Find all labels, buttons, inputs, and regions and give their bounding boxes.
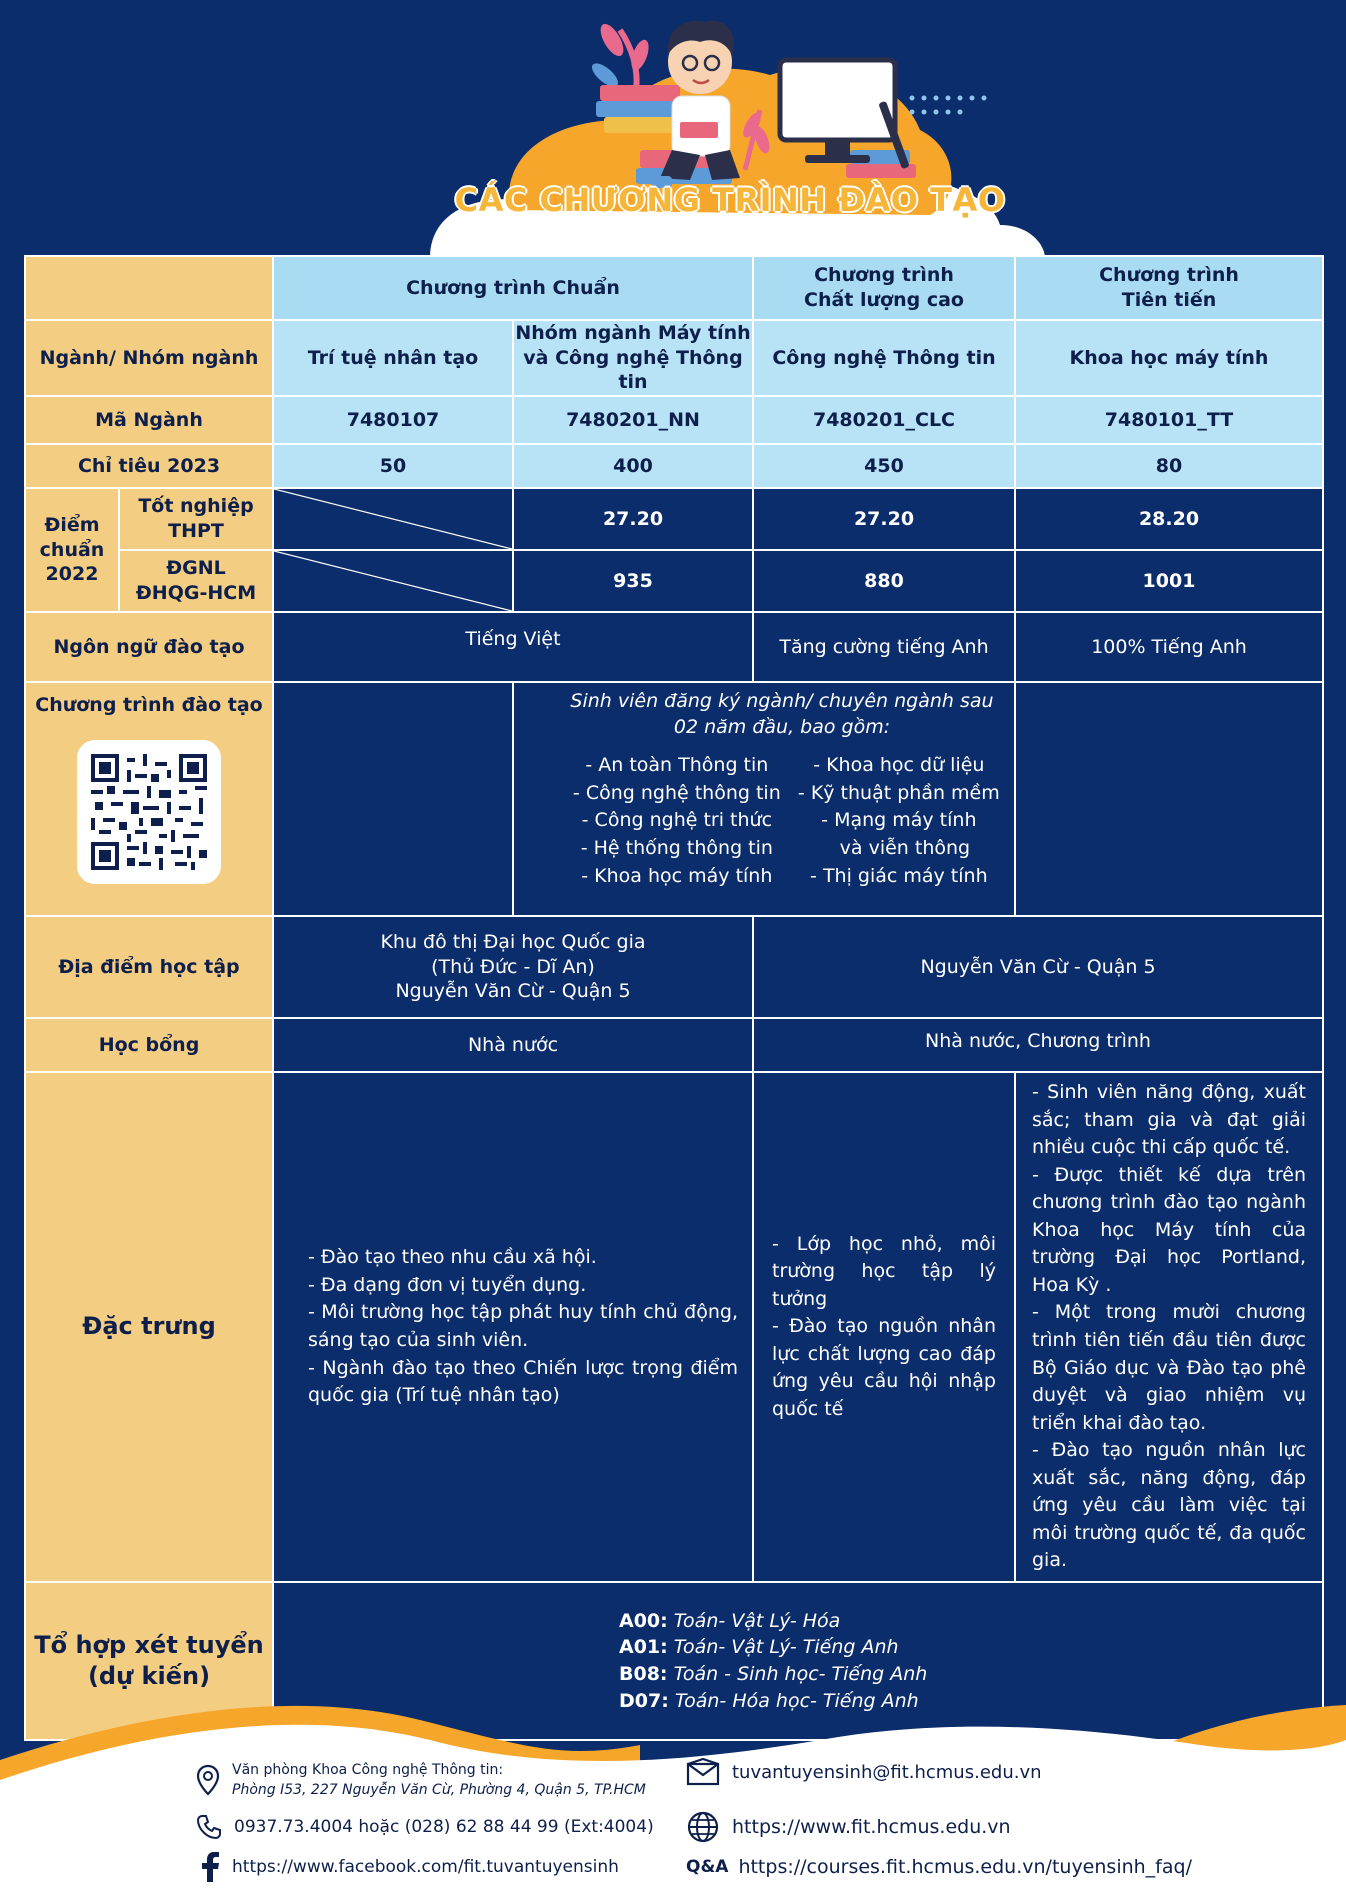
sub-label-dgnl: ĐGNL ĐHQG-HCM [119, 550, 273, 612]
list-item: - Khoa học dữ liệu [813, 754, 985, 777]
location-other: Nguyễn Văn Cừ - Quận 5 [753, 916, 1323, 1018]
program-label-cell [25, 682, 273, 916]
contact-email [686, 1758, 1042, 1786]
quota-computing-group: 400 [513, 444, 753, 488]
program-majors-cell [513, 682, 1015, 916]
features-advanced: - Sinh viên năng động, xuất sắc; tham gia và đạt giải nhiều cuộc thi cấp quốc tế. - Được thiết kế dựa trên chương trình đào tạo ngành Khoa học Máy tính của trường Đại học Portland, Hoa Kỳ . - Một trong mười chương trình tiên tiến đầu tiên được Bộ Giáo dục và Đào tạo phê duyệt và giao nhiệm vụ triển khai đào tạo. - Đào tạo nguồn nhân lực xuất sắc, năng động, đáp ứng yêu cầu làm việc tại môi trường quốc tế, đa quốc gia. [1015, 1072, 1323, 1582]
list-item: - Hệ thống thông tin [580, 836, 773, 859]
contact-facebook [200, 1852, 619, 1882]
contact-office [196, 1760, 646, 1801]
program-empty-cell [273, 682, 513, 916]
language-advanced: 100% Tiếng Anh [1015, 612, 1323, 682]
code-ai: 7480107 [273, 396, 513, 444]
table-row-program [25, 682, 1323, 916]
scholarship-standard: Nhà nước [273, 1018, 753, 1072]
table-row-major [25, 320, 1323, 396]
table-row-scholarship [25, 1018, 1323, 1072]
program-empty-cell [1015, 682, 1323, 916]
thpt-score-it: 27.20 [753, 488, 1015, 550]
code-cs: 7480101_TT [1015, 396, 1323, 444]
qa-link[interactable]: https://courses.fit.hcmus.edu.vn/tuyensinh_faq/ [738, 1856, 1192, 1878]
table-row-score-dgnl [25, 550, 1323, 612]
features-standard: - Đào tạo theo nhu cầu xã hội. - Đa dạng đơn vị tuyển dụng. - Môi trường học tập phát huy tính chủ động, sáng tạo của sinh viên. - Ngành đào tạo theo Chiến lược trọng điểm quốc gia (Trí tuệ nhân tạo) [273, 1072, 753, 1582]
combination-item: A00: Toán- Vật Lý- Hóa [619, 1609, 841, 1632]
combination-item: D07: Toán- Hóa học- Tiếng Anh [619, 1689, 919, 1712]
header-corner-cell [25, 256, 273, 320]
office-address: Phòng I53, 227 Nguyễn Văn Cừ, Phường 4, Quận 5, TP.HCM [232, 1782, 646, 1799]
majors-list-left [560, 752, 794, 890]
program-intro: Sinh viên đăng ký ngành/ chuyên ngành sau 02 năm đầu, bao gồm: [570, 690, 994, 738]
col-header-high-quality: Chương trình Chất lượng cao [753, 256, 1015, 320]
row-label-program: Chương trình đào tạo [35, 694, 263, 717]
footer [0, 1690, 1346, 1902]
major-cs: Khoa học máy tính [1015, 320, 1323, 396]
row-label-location: Địa điểm học tập [25, 916, 273, 1018]
quota-ai: 50 [273, 444, 513, 488]
quota-cs: 80 [1015, 444, 1323, 488]
office-title: Văn phòng Khoa Công nghệ Thông tin: [232, 1762, 504, 1778]
table-row-quota [25, 444, 1323, 488]
list-item: - Công nghệ thông tin [572, 781, 781, 804]
email-icon [686, 1758, 720, 1786]
globe-icon [686, 1810, 720, 1844]
table-row-score-thpt [25, 488, 1323, 550]
row-label-combination: Tổ hợp xét tuyển (dự kiến) [25, 1582, 273, 1740]
thpt-score-computing-group: 27.20 [513, 488, 753, 550]
contact-qa [686, 1856, 1192, 1878]
table-header-row [25, 256, 1323, 320]
phone-icon [196, 1814, 222, 1840]
page-title: CÁC CHƯƠNG TRÌNH ĐÀO TẠO [454, 181, 1006, 219]
row-label-features: Đặc trưng [25, 1072, 273, 1582]
website-link[interactable]: https://www.fit.hcmus.edu.vn [732, 1816, 1011, 1838]
major-ai: Trí tuệ nhân tạo [273, 320, 513, 396]
dgnl-score-cs: 1001 [1015, 550, 1323, 612]
sub-label-thpt: Tốt nghiệp THPT [119, 488, 273, 550]
empty-diagonal-cell [273, 488, 513, 550]
col-header-advanced: Chương trình Tiên tiến [1015, 256, 1323, 320]
program-table [24, 255, 1324, 1741]
facebook-icon [200, 1852, 220, 1882]
hero-illustration [0, 0, 1346, 262]
list-item: - Thị giác máy tính [810, 864, 988, 887]
qr-code-icon [91, 754, 207, 870]
qr-code[interactable] [77, 740, 221, 884]
major-computing-group: Nhóm ngành Máy tính và Công nghệ Thông tin [513, 320, 753, 396]
qa-icon: Q&A [686, 1857, 729, 1877]
email-link[interactable]: tuvantuyensinh@fit.hcmus.edu.vn [732, 1761, 1042, 1783]
title-banner [430, 150, 1030, 250]
dgnl-score-it: 880 [753, 550, 1015, 612]
thpt-score-cs: 28.20 [1015, 488, 1323, 550]
row-label-quota: Chỉ tiêu 2023 [25, 444, 273, 488]
table-row-location [25, 916, 1323, 1018]
list-item: - Mạng máy tính [821, 809, 977, 832]
list-item: - An toàn Thông tin [585, 754, 769, 777]
list-item: - Công nghệ tri thức [581, 809, 773, 832]
code-it: 7480201_CLC [753, 396, 1015, 444]
features-high-quality: - Lớp học nhỏ, môi trường học tập lý tưởng - Đào tạo nguồn nhân lực chất lượng cao đáp ứng yêu cầu hội nhập quốc tế [753, 1072, 1015, 1582]
language-standard: Tiếng Việt [273, 612, 753, 682]
list-item: và viễn thông [827, 836, 971, 859]
empty-diagonal-cell [273, 550, 513, 612]
row-label-score: Điểm chuẩn 2022 [25, 488, 119, 612]
scholarship-other: Nhà nước, Chương trình [753, 1018, 1323, 1072]
majors-list-right [794, 752, 1004, 890]
combination-item: B08: Toán - Sinh học- Tiếng Anh [619, 1662, 928, 1685]
code-computing-group: 7480201_NN [513, 396, 753, 444]
contact-phone [196, 1814, 654, 1840]
dgnl-score-computing-group: 935 [513, 550, 753, 612]
table-row-code [25, 396, 1323, 444]
combination-item: A01: Toán- Vật Lý- Tiếng Anh [619, 1636, 899, 1659]
location-pin-icon [196, 1764, 220, 1796]
row-label-scholarship: Học bổng [25, 1018, 273, 1072]
list-item: - Kỹ thuật phần mềm [797, 781, 1000, 804]
table-row-features [25, 1072, 1323, 1582]
row-label-major: Ngành/ Nhóm ngành [25, 320, 273, 396]
major-it: Công nghệ Thông tin [753, 320, 1015, 396]
row-label-language: Ngôn ngữ đào tạo [25, 612, 273, 682]
facebook-link[interactable]: https://www.facebook.com/fit.tuvantuyensinh [232, 1857, 619, 1877]
list-item: - Khoa học máy tính [581, 864, 773, 887]
location-standard: Khu đô thị Đại học Quốc gia (Thủ Đức - Dĩ An) Nguyễn Văn Cừ - Quận 5 [273, 916, 753, 1018]
phone-number[interactable]: 0937.73.4004 hoặc (028) 62 88 44 99 (Ext:4004) [234, 1817, 654, 1837]
col-header-standard: Chương trình Chuẩn [273, 256, 753, 320]
language-high-quality: Tăng cường tiếng Anh [753, 612, 1015, 682]
row-label-code: Mã Ngành [25, 396, 273, 444]
quota-it: 450 [753, 444, 1015, 488]
table-row-language [25, 612, 1323, 682]
contact-website [686, 1810, 1011, 1844]
